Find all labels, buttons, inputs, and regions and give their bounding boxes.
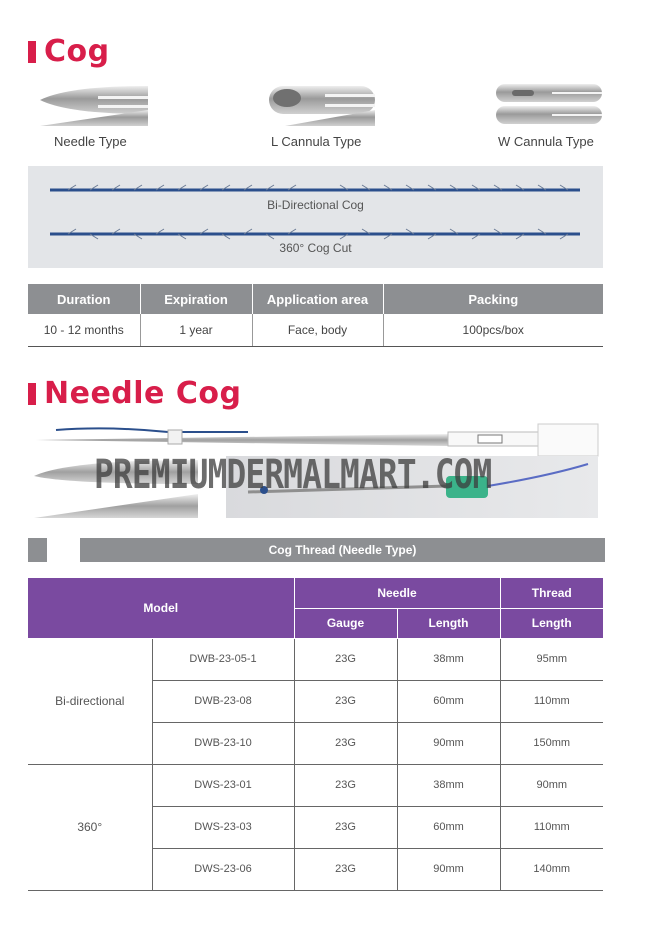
gauge-cell: 23G	[294, 848, 397, 890]
needle-cog-section-title	[28, 376, 241, 411]
cog-thread-needle-type-title: Cog Thread (Needle Type)	[80, 538, 605, 562]
l-cannula-tip-illustration	[265, 80, 377, 130]
title-accent-bar	[28, 41, 36, 63]
model-cell: DWB-23-10	[152, 722, 294, 764]
360-group-cell: 360°	[28, 764, 152, 890]
application-area-value: Face, body	[252, 314, 383, 346]
needle-cog-title-text: Needle Cog	[44, 376, 242, 411]
model-table-header-row-1	[28, 578, 603, 608]
gauge-cell: 23G	[294, 680, 397, 722]
model-cell: DWB-23-05-1	[152, 638, 294, 680]
cog-thread-header-bar	[28, 538, 603, 562]
thread-header: Thread	[500, 578, 603, 608]
needle-length-cell: 90mm	[397, 848, 500, 890]
bi-directional-group-cell: Bi-directional	[28, 638, 152, 764]
duration-value: 10 - 12 months	[28, 314, 140, 346]
model-cell: DWS-23-06	[152, 848, 294, 890]
w-cannula-tip-illustration	[492, 80, 604, 130]
gauge-cell: 23G	[294, 806, 397, 848]
needle-type-tip-illustration	[38, 80, 150, 130]
header-bar-right-block	[584, 538, 603, 562]
thread-length-cell: 110mm	[500, 680, 603, 722]
spec-table-row	[28, 314, 603, 346]
w-cannula-type-label: W Cannula Type	[498, 134, 594, 149]
title-accent-bar	[28, 383, 36, 405]
packing-header: Packing	[383, 284, 603, 314]
spec-table	[28, 284, 603, 347]
needle-length-cell: 60mm	[397, 806, 500, 848]
model-cell: DWS-23-03	[152, 806, 294, 848]
watermark-text: PREMIUMDERMALMART.COM	[94, 452, 492, 498]
cog-thread-panel	[28, 166, 603, 268]
thread-length-cell: 95mm	[500, 638, 603, 680]
cog-section-title	[28, 34, 110, 69]
needle-length-cell: 60mm	[397, 680, 500, 722]
application-area-header: Application area	[252, 284, 383, 314]
bi-directional-cog-label: Bi-Directional Cog	[267, 198, 364, 212]
thread-length-header: Length	[500, 608, 603, 638]
duration-header: Duration	[28, 284, 140, 314]
model-cell: DWS-23-01	[152, 764, 294, 806]
table-row	[28, 638, 603, 680]
gauge-cell: 23G	[294, 722, 397, 764]
cog-thread-model-table	[28, 578, 603, 891]
thread-length-cell: 150mm	[500, 722, 603, 764]
needle-type-label: Needle Type	[54, 134, 127, 149]
needle-length-cell: 38mm	[397, 638, 500, 680]
gauge-cell: 23G	[294, 764, 397, 806]
expiration-value: 1 year	[140, 314, 252, 346]
needle-length-cell: 38mm	[397, 764, 500, 806]
needle-header: Needle	[294, 578, 500, 608]
gauge-header: Gauge	[294, 608, 397, 638]
gauge-cell: 23G	[294, 638, 397, 680]
table-row	[28, 764, 603, 806]
spec-table-header-row	[28, 284, 603, 314]
packing-value: 100pcs/box	[383, 314, 603, 346]
model-cell: DWB-23-08	[152, 680, 294, 722]
needle-types-row	[0, 80, 655, 160]
360-cog-cut-label: 360° Cog Cut	[279, 241, 352, 255]
header-bar-left-block	[28, 538, 47, 562]
thread-length-cell: 110mm	[500, 806, 603, 848]
expiration-header: Expiration	[140, 284, 252, 314]
thread-length-cell: 90mm	[500, 764, 603, 806]
needle-length-header: Length	[397, 608, 500, 638]
model-header: Model	[28, 578, 294, 638]
l-cannula-type-label: L Cannula Type	[271, 134, 362, 149]
cog-title-text: Cog	[44, 34, 110, 69]
thread-length-cell: 140mm	[500, 848, 603, 890]
needle-length-cell: 90mm	[397, 722, 500, 764]
